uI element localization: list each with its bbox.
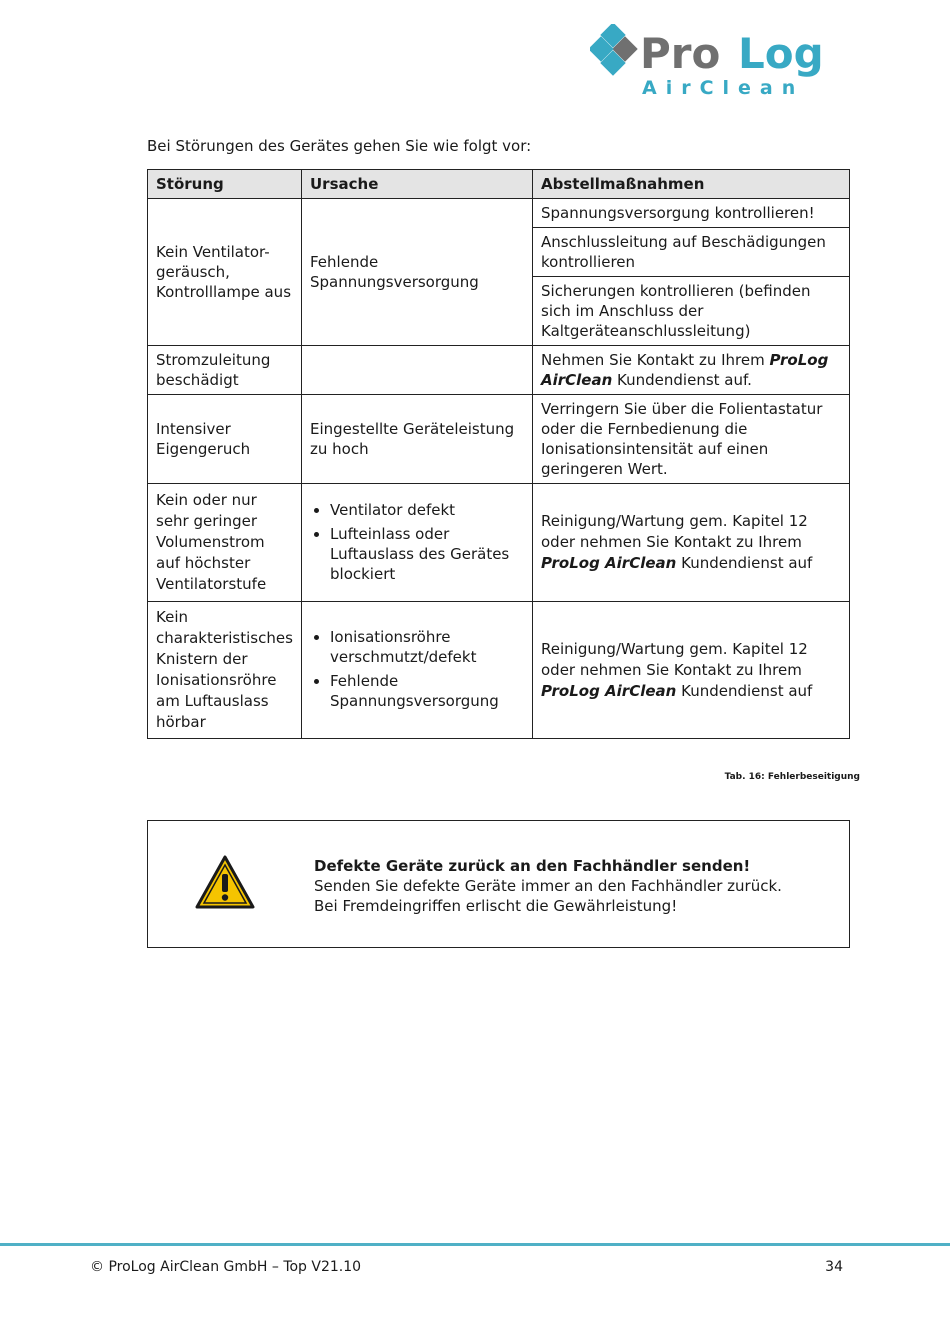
fix-cell: Anschlussleitung auf Beschädigungen kontrollieren xyxy=(533,228,850,277)
cause-cell xyxy=(302,484,533,602)
list-item: • Ventilator defekt xyxy=(330,500,524,520)
table-caption: Tab. 16: Fehlerbeseitigung xyxy=(724,772,860,782)
table-row xyxy=(148,199,850,228)
list-item: • Ionisationsröhre verschmutzt/defekt xyxy=(330,627,524,667)
brand-name: ProLog AirClean xyxy=(541,681,677,700)
header-fix: Abstellmaßnahmen xyxy=(533,170,850,199)
table-row xyxy=(148,395,850,484)
fix-text: Kundendienst auf. xyxy=(612,371,752,389)
table-header-row xyxy=(148,170,850,199)
warning-box xyxy=(147,820,850,948)
fault-cell: Kein Ventilator-geräusch, Kontrolllampe aus xyxy=(148,199,302,346)
cause-cell xyxy=(302,346,533,395)
table-row xyxy=(148,484,850,602)
fix-cell xyxy=(533,602,850,739)
fault-cell: Kein charakteristisches Knistern der Ionisationsröhre am Luftauslass hörbar xyxy=(148,602,302,739)
cause-list xyxy=(310,627,524,711)
fix-cell xyxy=(533,346,850,395)
header-cause: Ursache xyxy=(302,170,533,199)
fault-cell: Intensiver Eigengeruch xyxy=(148,395,302,484)
fix-text: Kundendienst auf xyxy=(676,554,813,572)
logo-text-pro: Pro xyxy=(640,29,721,78)
page-number: 34 xyxy=(825,1259,843,1275)
footer-copyright: © ProLog AirClean GmbH – Top V21.10 xyxy=(90,1259,362,1275)
warning-title: Defekte Geräte zurück an den Fachhändler senden! xyxy=(314,857,751,875)
cause-cell: Fehlende Spannungsversorgung xyxy=(302,199,533,346)
logo-text-airclean: AirClean xyxy=(642,77,805,99)
intro-text: Bei Störungen des Gerätes gehen Sie wie folgt vor: xyxy=(147,137,532,155)
logo-mark-icon xyxy=(590,24,638,76)
brand-name: ProLog AirClean xyxy=(541,554,677,572)
fix-cell xyxy=(533,484,850,602)
warning-line: Bei Fremdeingriffen erlischt die Gewährleistung! xyxy=(314,897,678,915)
fix-text: Reinigung/Wartung gem. Kapitel 12 oder nehmen Sie Kontakt zu Ihrem xyxy=(541,639,808,679)
list-item: • Lufteinlass oder Luftauslass des Gerätes blockiert xyxy=(330,524,524,584)
fault-cell: Stromzuleitung beschädigt xyxy=(148,346,302,395)
fix-cell: Sicherungen kontrollieren (befinden sich im Anschluss der Kaltgeräteanschlussleitung) xyxy=(533,277,850,346)
fix-cell: Spannungsversorgung kontrollieren! xyxy=(533,199,850,228)
cause-cell xyxy=(302,602,533,739)
warning-text xyxy=(314,856,782,916)
cause-list xyxy=(310,500,524,584)
fault-table xyxy=(147,169,850,739)
table-row xyxy=(148,346,850,395)
fault-cell: Kein oder nur sehr geringer Volumenstrom auf höchster Ventilatorstufe xyxy=(148,484,302,602)
list-item: • Fehlende Spannungsversorgung xyxy=(330,671,524,711)
brand-name: ProLog AirClean xyxy=(541,351,829,389)
logo-text-log: Log xyxy=(738,29,824,78)
warning-line: Senden Sie defekte Geräte immer an den Fachhändler zurück. xyxy=(314,877,782,895)
header-fault: Störung xyxy=(148,170,302,199)
fix-cell: Verringern Sie über die Folientastatur oder die Fernbedienung die Ionisationsintensität auf einen geringeren Wert. xyxy=(533,395,850,484)
footer-divider xyxy=(0,1243,950,1246)
prolog-airclean-logo xyxy=(590,24,850,100)
warning-triangle-icon xyxy=(195,855,255,909)
fix-text: Reinigung/Wartung gem. Kapitel 12 oder nehmen Sie Kontakt zu Ihrem xyxy=(541,512,808,551)
fix-text: Nehmen Sie Kontakt zu Ihrem xyxy=(541,351,770,369)
cause-cell: Eingestellte Geräteleistung zu hoch xyxy=(302,395,533,484)
fix-text: Kundendienst auf xyxy=(676,681,813,700)
table-row xyxy=(148,602,850,739)
